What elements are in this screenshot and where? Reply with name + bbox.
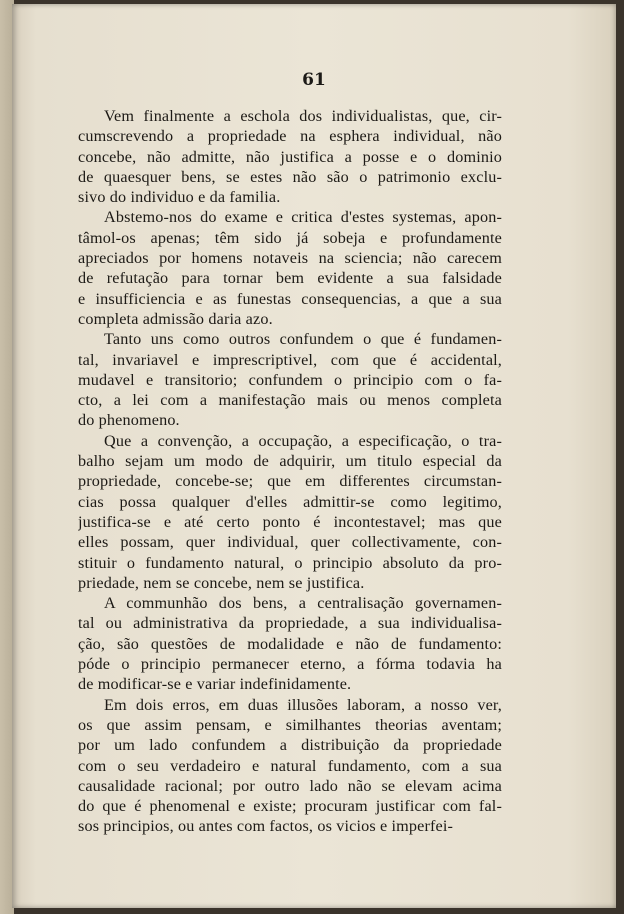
text-line: do phenomeno. — [78, 411, 180, 430]
text-line: tal, invariavel e imprescriptivel, com que é accidental, — [78, 350, 502, 369]
page-number: 61 — [302, 70, 326, 90]
text-line: mudavel e transitorio; confundem o principio com o fa- — [78, 370, 502, 389]
text-line: ção, são questões de modalidade e não de fundamento: — [78, 634, 502, 653]
text-line: sivo do individuo e da familia. — [78, 188, 281, 207]
text-line: Tanto uns como outros confundem o que é fundamen- — [104, 330, 502, 349]
text-line: os que assim pensam, e similhantes theorias aventam; — [78, 715, 502, 734]
text-line: A communhão dos bens, a centralisação governamen- — [104, 594, 502, 613]
text-line: Que a convenção, a occupação, a especificação, o tra- — [104, 431, 502, 450]
text-line: Em dois erros, em duas illusões laboram, a nosso ver, — [104, 695, 502, 714]
text-line: causalidade racional; por outro lado não se elevam acima — [78, 776, 502, 795]
text-line: apreciados por homens notaveis na sciencia; não carecem — [78, 249, 502, 268]
paragraph — [78, 431, 502, 593]
text-line: stituir o fundamento natural, o principio absoluto da pro- — [78, 553, 502, 572]
text-line: Abstemo-nos do exame e critica d'estes systemas, apon- — [104, 208, 502, 227]
text-line: cto, a lei com a manifestação mais ou menos completa — [78, 391, 502, 410]
text-line: concebe, não admitte, não justifica a posse e o dominio — [78, 147, 502, 166]
text-line: elles possam, quer individual, quer collectivamente, con- — [78, 533, 502, 552]
text-line: balho sejam um modo de adquirir, um titulo especial da — [78, 452, 502, 471]
text-line: cumscrevendo a propriedade na esphera individual, não — [78, 127, 502, 146]
text-line: de quaesquer bens, se estes não são o patrimonio exclu- — [78, 167, 502, 186]
text-line: priedade, nem se concebe, nem se justifica. — [78, 573, 365, 592]
text-line: póde o principio permanecer eterno, a fórma todavia ha — [78, 655, 502, 674]
text-line: tâmol-os apenas; têm sido já sobeja e profundamente — [78, 228, 502, 247]
paragraph — [78, 207, 502, 329]
body-text — [78, 106, 502, 837]
text-line: completa admissão daria azo. — [78, 309, 273, 328]
text-line: de modificar-se e variar indefinidamente. — [78, 675, 352, 694]
text-line: propriedade, concebe-se; que em differentes circumstan- — [78, 472, 502, 491]
paragraph — [78, 593, 502, 694]
text-line: tal ou administrativa da propriedade, a sua individualisa- — [78, 614, 502, 633]
text-line: justifica-se e até certo ponto é incontestavel; mas que — [78, 512, 502, 531]
paragraph — [78, 329, 502, 430]
text-line: do que é phenomenal e existe; procuram justificar com fal- — [78, 797, 502, 816]
paragraph — [78, 106, 502, 207]
paragraph — [78, 695, 502, 837]
text-line: Vem finalmente a eschola dos individualistas, que, cir- — [104, 107, 502, 125]
text-line: de refutação para tornar bem evidente a sua falsidade — [78, 269, 502, 288]
text-line: sos principios, ou antes com factos, os vicios e imperfei- — [78, 817, 454, 836]
text-line: por um lado confundem a distribuição da propriedade — [78, 736, 502, 755]
book-page — [12, 4, 616, 908]
text-line: cias possa qualquer d'elles admittir-se como legitimo, — [78, 492, 502, 511]
text-line: e insufficiencia e as funestas consequencias, a que a sua — [78, 289, 502, 308]
text-line: com o seu verdadeiro e natural fundamento, com a sua — [78, 756, 502, 775]
